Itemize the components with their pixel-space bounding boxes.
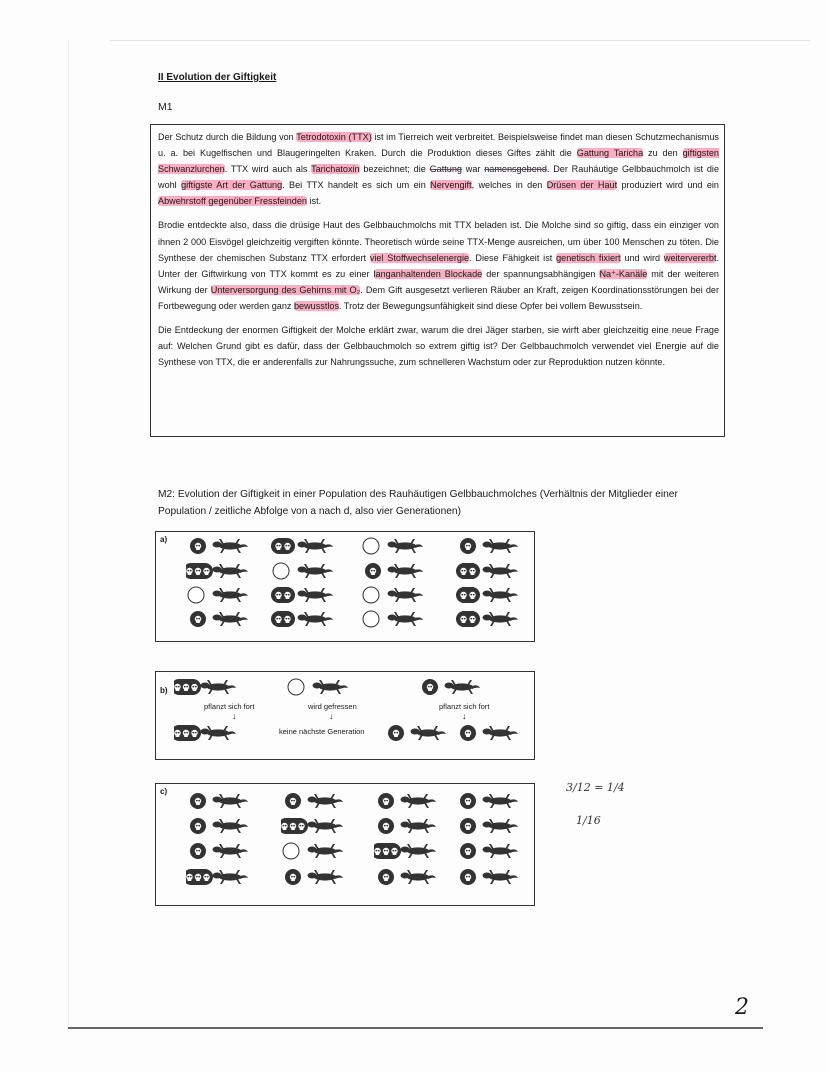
panel-b-label: b) [160,686,168,695]
highlighted-term: weitervererbt [663,252,717,263]
newt-toxic-icon [374,817,436,835]
newt-toxic-icon [281,792,343,810]
text-run: Die Entdeckung der enormen Giftigkeit der Molche erklärt zwar, warum die drei Jäger starben, sie wirft aber gleichzeitig eine neue Frage auf: Welchen Grund gibt es dafür, dass der Gelbbauchmolch so extrem giftig ist? Der Gelbbauchmolch verwendet viel Energie auf die Synthese von TTX, die er anderenfalls zur Nahrungssuche, zum schnelleren Wachstum oder zur Reproduktion nutzen könnte. [158,325,719,368]
highlighted-term: bewusstlos [294,300,339,311]
highlighted-term: Na⁺-Kanäle [599,268,648,279]
panel-c-label: c) [160,787,168,796]
newt-toxic-icon [456,724,518,742]
newt-toxic-icon [186,792,248,810]
text-run: ist. [306,196,322,207]
page-edge-top [110,40,810,41]
highlighted-term: Gattung Taricha [576,148,644,159]
text-run: . Trotz der Bewegungsunfähigkeit sind diese Opfer bei vollem Bewusstsein. [339,300,643,311]
text-run: war [461,164,485,175]
arrow-middle-icon: ↓ [329,711,334,721]
page-number: 2 [735,995,749,1020]
newt-toxic-icon [186,817,248,835]
highlighted-term: Drüsen der Haut [546,180,618,191]
newt-toxic-icon [456,817,518,835]
newt-nontoxic-icon [271,562,333,580]
caption-right: pflanzt sich fort [439,702,490,711]
newt-toxic-icon [456,537,518,555]
newt-toxic-icon [456,562,518,580]
panel-a-label: a) [160,535,168,544]
panel-a [155,531,535,642]
newt-nontoxic-icon [361,610,423,628]
text-run: . Bei TTX handelt es sich um ein [282,180,431,191]
newt-toxic-icon [281,817,343,835]
newt-toxic-icon [281,868,343,886]
text-run: der spannungsabhängigen [482,268,600,279]
newt-toxic-icon [374,868,436,886]
handwritten-fraction-text: 3/12 = 1/4 [566,781,625,794]
newt-toxic-icon [384,724,446,742]
highlighted-term: Tarichatoxin [311,164,360,175]
newt-nontoxic-icon [361,537,423,555]
newt-nontoxic-icon [361,586,423,604]
caption-middle: wird gefressen [308,702,357,711]
newt-toxic-icon [174,724,236,742]
page-edge-bottom [68,1027,763,1029]
highlighted-term: Unterversorgung des Gehirns mit O₂ [210,284,361,295]
highlighted-term: viel Stoffwechselenergie [369,252,470,263]
struck-term: Gattung [429,164,462,175]
arrow-left-icon: ↓ [232,711,237,721]
newt-nontoxic-icon [186,586,248,604]
m1-text [158,129,719,370]
highlighted-term: giftigsten Schwanzlurchen [158,148,719,175]
handwritten-fraction-note [566,781,625,794]
panel-b [155,671,535,760]
newt-toxic-icon [456,610,518,628]
newt-toxic-icon [456,868,518,886]
m1-label: M1 [158,101,173,113]
newt-toxic-icon [361,562,423,580]
section-title: II Evolution der Giftigkeit [158,72,277,83]
newt-toxic-icon [456,586,518,604]
m2-title: M2: Evolution der Giftigkeit in einer Population des Rauhäutigen Gelbbauchmolches (Verhältnis der Mitglieder einer Population / zeitliche Abfolge von a nach d, also vier Generationen) [158,489,678,517]
newt-toxic-icon [186,610,248,628]
caption-no-next-generation: keine nächste Generation [279,727,365,736]
text-run: . TTX wird auch als [224,164,312,175]
m1-paragraph-3 [158,322,719,370]
highlighted-term: langanhaltenden Blockade [373,268,483,279]
panel-c [155,783,535,906]
highlighted-term: Abwehrstoff gegenüber Fressfeinden [158,196,307,207]
text-run: bezeichnet; die [359,164,430,175]
newt-nontoxic-icon [281,842,343,860]
handwritten-fraction-text-2: 1/16 [576,814,601,827]
newt-toxic-icon [271,537,333,555]
newt-toxic-icon [374,842,436,860]
text-run: Der Schutz durch die Bildung von [158,132,297,142]
arrow-right-icon: ↓ [462,711,467,721]
newt-toxic-icon [186,842,248,860]
newt-toxic-icon [456,792,518,810]
newt-toxic-icon [374,792,436,810]
highlighted-term: Nervengift [430,180,472,191]
caption-left: pflanzt sich fort [204,702,255,711]
newt-toxic-icon [174,678,236,696]
m1-paragraph-2 [158,217,719,314]
text-run: , welches in den [471,180,547,191]
newt-nontoxic-icon [286,678,348,696]
text-run: . Dem Gift ausgesetzt verlieren Räuber an Kraft, zeigen Koordinationsstörungen bei der Fortbewegung oder werden ganz [158,284,719,311]
text-run: mit der weiteren Wirkung der [158,268,719,295]
highlighted-term: giftigste Art der Gattung [181,180,283,191]
newt-toxic-icon [186,537,248,555]
text-run: . Der Rauhäutige Gelbbauchmolch ist die wohl [158,164,719,191]
newt-toxic-icon [271,586,333,604]
newt-toxic-icon [271,610,333,628]
text-run: Brodie entdeckte also, dass die drüsige Haut des Gelbbauchmolchs mit TTX beladen ist. Die Molche sind so giftig, dass ein einziger von ihnen 2 000 Eisvögel gleichzeitig vergiften könnte. Theoretisch würde seine TTX-Menge ausreichen, um über 100 Menschen zu töten. Die Synthese der chemischen Substanz TTX erfordert [158,220,719,263]
highlighted-term: genetisch fixiert [556,252,621,263]
text-run: . Diese Fähigkeit ist [469,252,557,263]
m1-paragraph-1 [158,129,719,209]
text-run: ist im Tierreich weit verbreitet. Beispielsweise findet man diesen Schutzmechanismus u. a. bei Kugelfischen und Blaugeringelten Kraken. Durch die Produktion dieses Giftes zählt die [158,132,719,159]
text-run: und wird [620,252,664,263]
highlighted-term: Tetrodotoxin (TTX) [296,132,372,142]
newt-toxic-icon [418,678,480,696]
newt-toxic-icon [186,562,248,580]
newt-toxic-icon [456,842,518,860]
page-edge-left [68,40,69,1030]
handwritten-fraction-note-2 [576,814,601,827]
newt-toxic-icon [186,868,248,886]
text-run: zu den [643,148,683,159]
struck-term: namensgebend [484,164,547,175]
text-run: produziert wird und ein [617,180,719,191]
text-run: . Unter der Giftwirkung von TTX kommt es zu einer [158,252,719,279]
